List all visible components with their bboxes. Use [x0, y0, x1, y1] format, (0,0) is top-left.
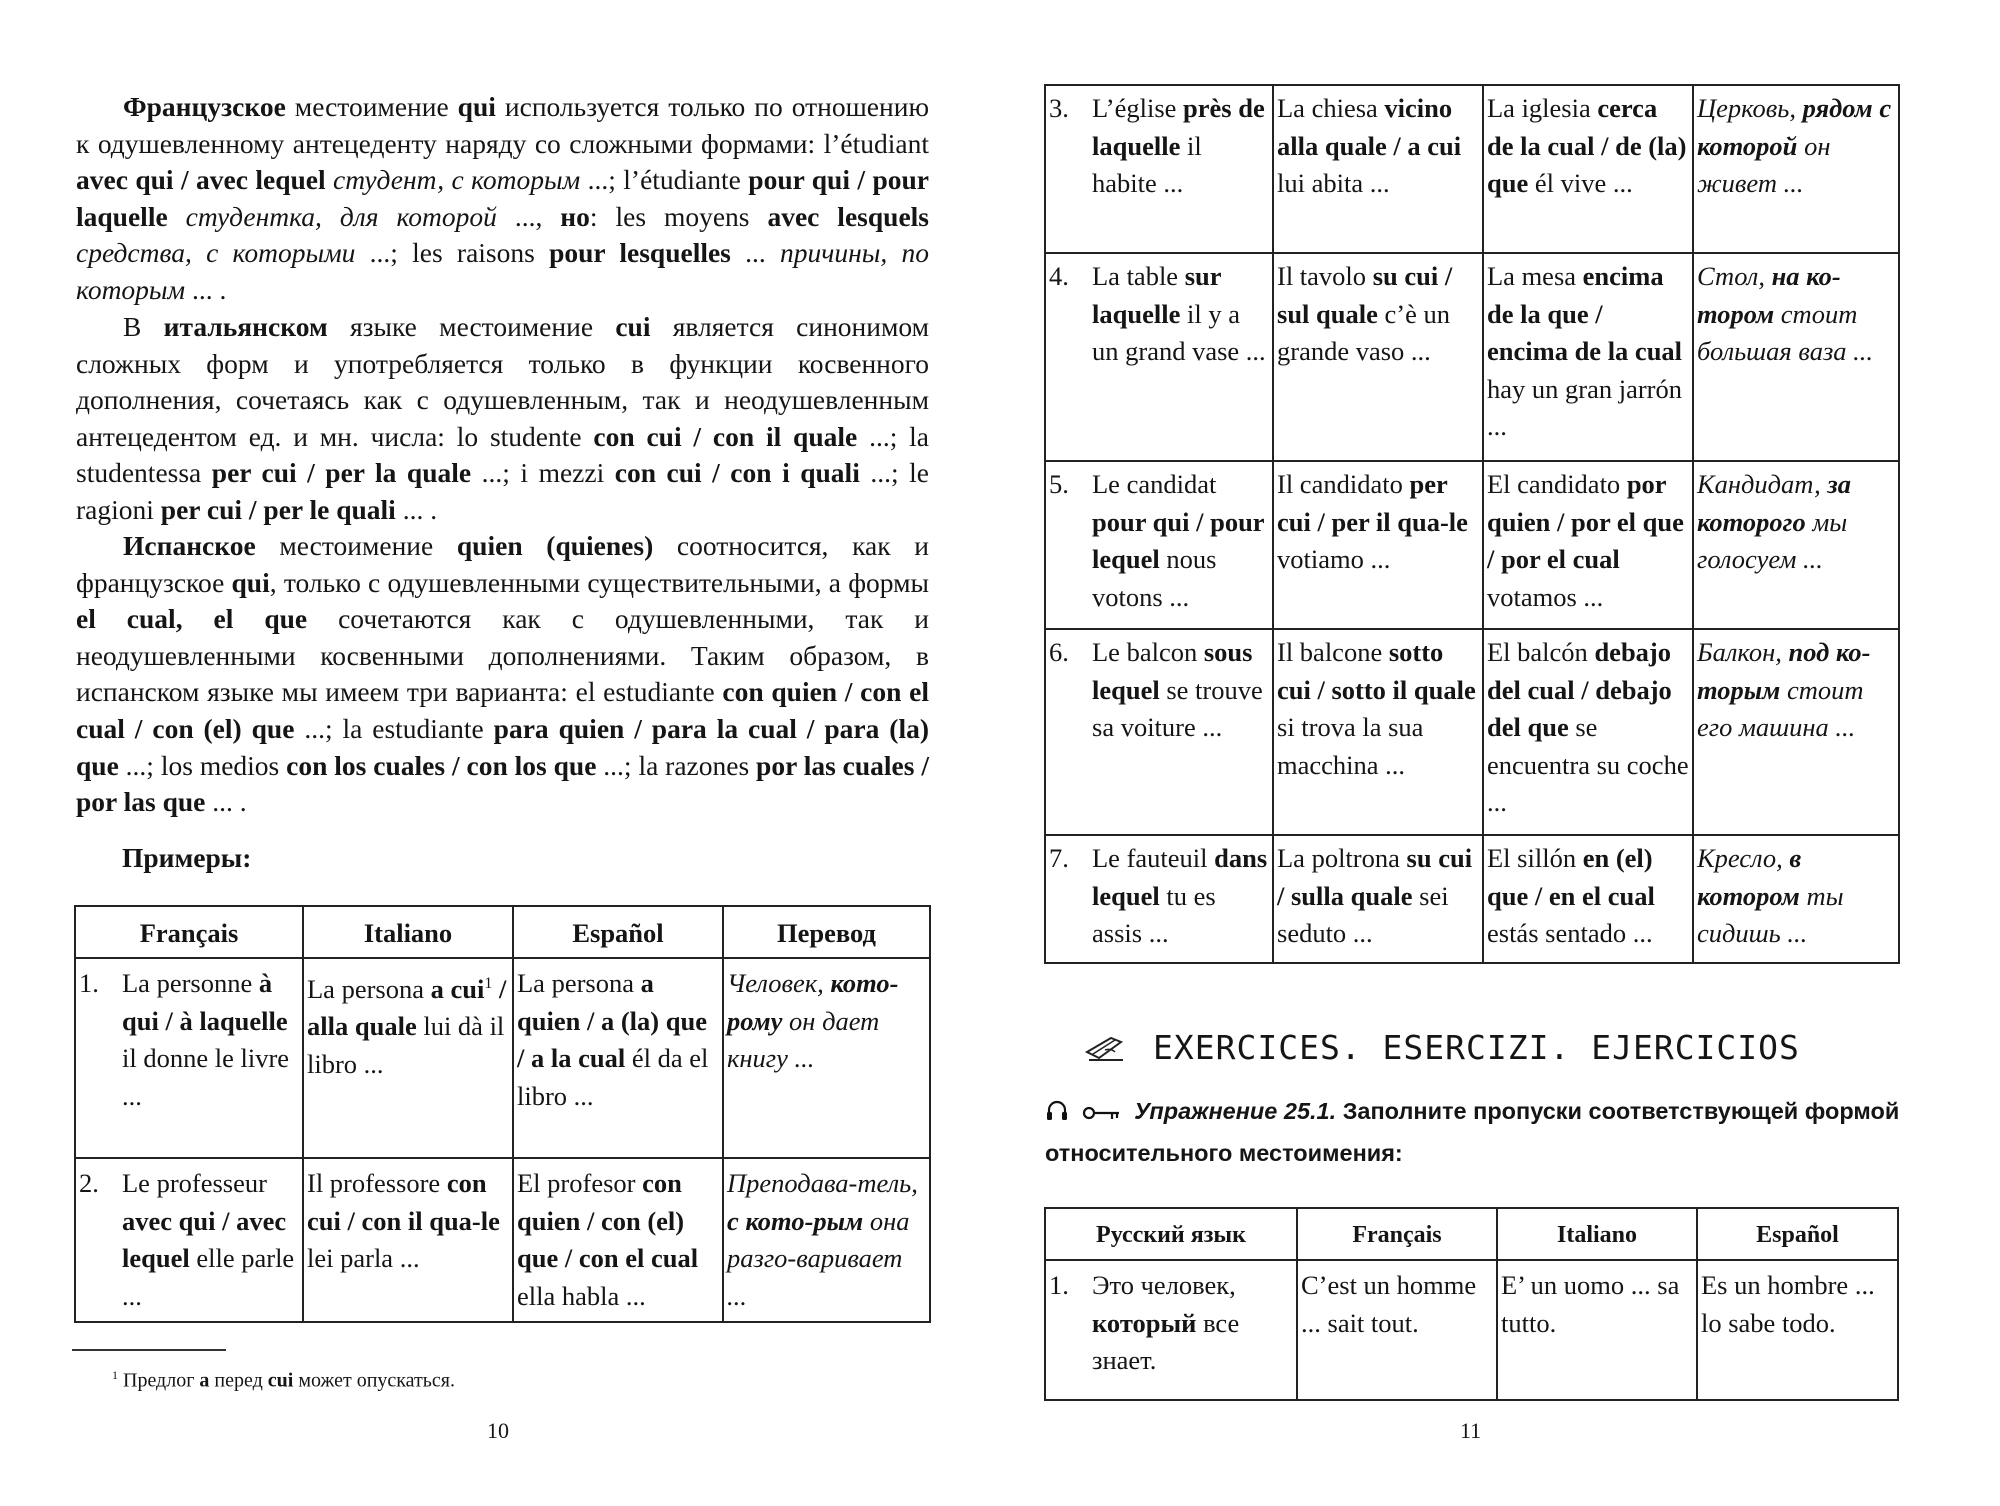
footnote-divider: [72, 1349, 226, 1351]
col-header-russian: Русский язык: [1045, 1208, 1297, 1260]
cell-spanish: La mesa encima de la que / encima de la cual hay un gran jarrón ...: [1483, 253, 1693, 461]
table-row: [75, 958, 930, 1158]
col-header-translation: Перевод: [723, 906, 930, 958]
cell-spanish: El sillón en (el) que / en el cual estás sentado ...: [1483, 835, 1693, 963]
examples-table: [74, 905, 931, 1323]
table-row: [1045, 461, 1899, 629]
cell-spanish: La iglesia cerca de la cual / de (la) que él vive ...: [1483, 85, 1693, 253]
cell-text: Le professeur avec qui / avec lequel elle parle ...: [122, 1168, 295, 1311]
cell-italian: Il tavolo su cui / sul quale c’è un grande vaso ...: [1273, 253, 1483, 461]
exercise-task: [1045, 1092, 1905, 1172]
cell-french: C’est un homme ... sait tout.: [1297, 1260, 1497, 1400]
cell-translation: Кандидат, за которого мы голосуем ...: [1693, 461, 1899, 629]
page-number-left: 10: [487, 1418, 509, 1443]
key-icon: [1082, 1096, 1122, 1134]
table-row: [75, 1158, 930, 1322]
row-number: 6.: [1049, 637, 1069, 667]
col-header-spanish: Español: [513, 906, 723, 958]
cell-text: Le fauteuil dans lequel tu es assis ...: [1092, 843, 1268, 948]
cell-french: [75, 958, 303, 1158]
row-number: 1.: [1049, 1270, 1069, 1300]
table-row: [1045, 835, 1899, 963]
cell-translation: Церковь, рядом с которой он живет ...: [1693, 85, 1899, 253]
cell-russian: [1045, 1260, 1297, 1400]
cell-italian: Il balcone sotto cui / sotto il quale si trova la sua macchina ...: [1273, 629, 1483, 835]
row-number: 3.: [1049, 93, 1069, 123]
cell-italian: Il candidato per cui / per il qua-le votiamo ...: [1273, 461, 1483, 629]
cell-french: [75, 1158, 303, 1322]
cell-french: [1045, 253, 1273, 461]
right-page: [1000, 0, 2000, 1506]
cell-translation: Балкон, под ко-торым стоит его машина ...: [1693, 629, 1899, 835]
cell-translation: Стол, на ко-тором стоит большая ваза ...: [1693, 253, 1899, 461]
examples-table-continued: [1044, 84, 1900, 964]
cell-spanish: El balcón debajo del cual / debajo del que se encuentra su coche ...: [1483, 629, 1693, 835]
task-text: Заполните пропуски соответствующей формой относительного местоимения:: [1045, 1098, 1900, 1166]
cell-translation: Преподава-тель, с кото-рым она разго-варивает ...: [723, 1158, 930, 1322]
cell-spanish: Es un hombre ... lo sabe todo.: [1697, 1260, 1898, 1400]
cell-italian: La poltrona su cui / sulla quale sei seduto ...: [1273, 835, 1483, 963]
cell-spanish: La persona a quien / a (la) que / a la cual él da el libro ...: [513, 958, 723, 1158]
cell-italian: E’ un uomo ... sa tutto.: [1497, 1260, 1697, 1400]
headphones-icon: [1045, 1096, 1069, 1134]
row-number: 1.: [79, 968, 99, 998]
col-header-french: Français: [1297, 1208, 1497, 1260]
cell-spanish: El profesor con quien / con (el) que / con el cual ella habla ...: [513, 1158, 723, 1322]
col-header-italian: Italiano: [303, 906, 513, 958]
cell-spanish: El candidato por quien / por el que / por el cual votamos ...: [1483, 461, 1693, 629]
cell-text: Le balcon sous lequel se trouve sa voiture ...: [1092, 637, 1263, 742]
cell-translation: Кресло, в котором ты сидишь ...: [1693, 835, 1899, 963]
cell-italian: Il professore con cui / con il qua-le lei parla ...: [303, 1158, 513, 1322]
table-row: [1045, 1260, 1898, 1400]
cell-text: Это человек, который все знает.: [1092, 1270, 1240, 1375]
footnote: $^1$ Предлог a перед cui может опускаться.: [112, 1368, 455, 1392]
cell-italian: La persona a cui$^1$ / alla quale lui dà il libro ...: [303, 958, 513, 1158]
cell-translation: Человек, кото-рому он дает книгу ...: [723, 958, 930, 1158]
writing-hand-icon: [1085, 1030, 1125, 1067]
row-number: 5.: [1049, 469, 1069, 499]
task-label: Упражнение 25.1.: [1134, 1098, 1337, 1124]
paragraph-italian-cui: В итальянском языке местоимение cui является синонимом сложных форм и употребляется только в функции косвенного дополнения, сочетаясь как с одушевленным, так и неодушевленным антецедентом ед. и мн. числа: lo studente con cui / con il quale ...; la studentessa per cui / per la quale ...; i mezzi con cui / con i quali ...; le ragioni per cui / per le quali ... .: [76, 311, 929, 525]
row-number: 2.: [79, 1168, 99, 1198]
exercise-table: [1044, 1207, 1899, 1401]
col-header-italian: Italiano: [1497, 1208, 1697, 1260]
paragraph-spanish-quien: Испанское местоимение quien (quienes) соотносится, как и французское qui, только с одушевленными существительными, а формы el cual, el que сочетаются как с одушевленными, так и неодушевленными косвенными дополнениями. Таким образом, в испанском языке мы имеем три варианта: el estudiante con quien / con el cual / con (el) que ...; la estudiante para quien / para la cual / para (la) que ...; los medios con los cuales / con los que ...; la razones por las cuales / por las que ... .: [76, 530, 929, 818]
cell-text: La table sur laquelle il y a un grand vase ...: [1092, 261, 1266, 366]
exercises-header: [1085, 1028, 1800, 1068]
page-number-right: 11: [1460, 1418, 1482, 1443]
col-header-spanish: Español: [1697, 1208, 1898, 1260]
cell-italian: La chiesa vicino alla quale / a cui lui abita ...: [1273, 85, 1483, 253]
cell-text: La personne à qui / à laquelle il donne le livre ...: [122, 968, 290, 1111]
cell-french: [1045, 461, 1273, 629]
row-number: 4.: [1049, 261, 1069, 291]
examples-heading: Примеры:: [122, 842, 252, 873]
cell-text: Le candidat pour qui / pour lequel nous votons ...: [1092, 469, 1265, 612]
row-number: 7.: [1049, 843, 1069, 873]
col-header-french: Français: [75, 906, 303, 958]
cell-french: [1045, 629, 1273, 835]
cell-french: [1045, 85, 1273, 253]
table-row: [1045, 253, 1899, 461]
cell-french: [1045, 835, 1273, 963]
paragraph-french-qui: Французское местоимение qui используется только по отношению к одушевленному антецеденту наряду со сложными формами: l’étudiant avec qui / avec lequel студент, с которым ...; l’étudiante pour qui / pour laquelle студентка, для которой ..., но: les moyens avec lesquels средства, с которыми ...; les raisons pour lesquelles ... причины, по которым ... .: [76, 91, 930, 305]
exercises-title: EXERCICES. ESERCIZI. EJERCICIOS: [1153, 1028, 1800, 1067]
table-row: [1045, 85, 1899, 253]
cell-text: L’église près de laquelle il habite ...: [1092, 93, 1265, 198]
table-row: [1045, 629, 1899, 835]
